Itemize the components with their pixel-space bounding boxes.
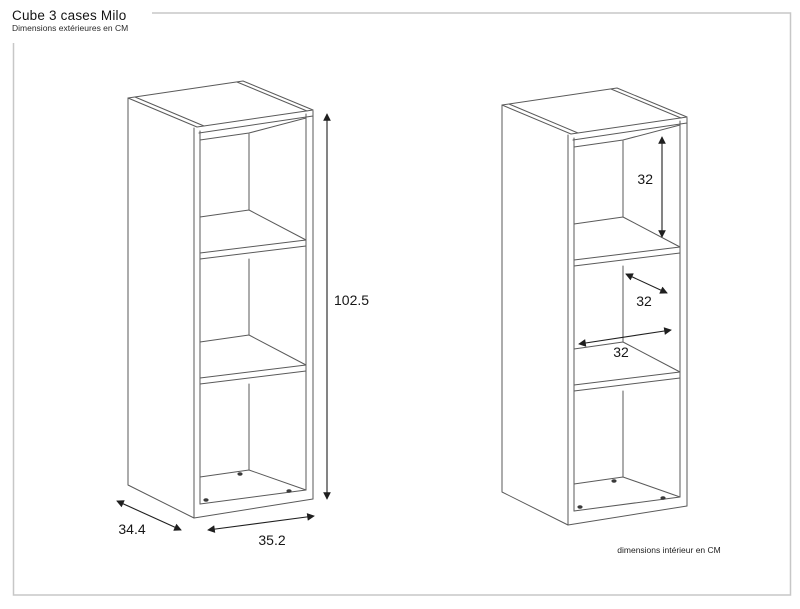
dimension-exterior-width-label: 35.2 (258, 532, 286, 548)
cabinet-exterior-view (128, 81, 313, 518)
page-title: Cube 3 cases Milo (12, 8, 127, 23)
dimension-interior-case-depth-arrow (626, 274, 667, 293)
dimension-exterior-height-label: 102.5 (334, 292, 370, 308)
dimension-interior-case-width-label: 32 (613, 344, 629, 360)
dimension-interior-case-depth-label: 32 (636, 293, 652, 309)
footer-note: dimensions intérieur en CM (617, 545, 721, 555)
dimension-interior-case-height-label: 32 (637, 171, 653, 187)
dimension-exterior-depth-label: 34.4 (118, 521, 146, 537)
dimension-interior-case-width (579, 330, 671, 360)
page-subtitle: Dimensions extérieures en CM (12, 23, 129, 33)
dimension-exterior-width-arrow (208, 516, 314, 530)
dimension-exterior-width (208, 516, 314, 548)
dimension-interior-case-height (637, 137, 662, 237)
dimension-interior-case-depth (626, 274, 667, 309)
dimension-exterior-height (327, 114, 369, 499)
cabinet-interior-view (502, 88, 687, 525)
dimension-interior-case-width-arrow (579, 330, 671, 344)
